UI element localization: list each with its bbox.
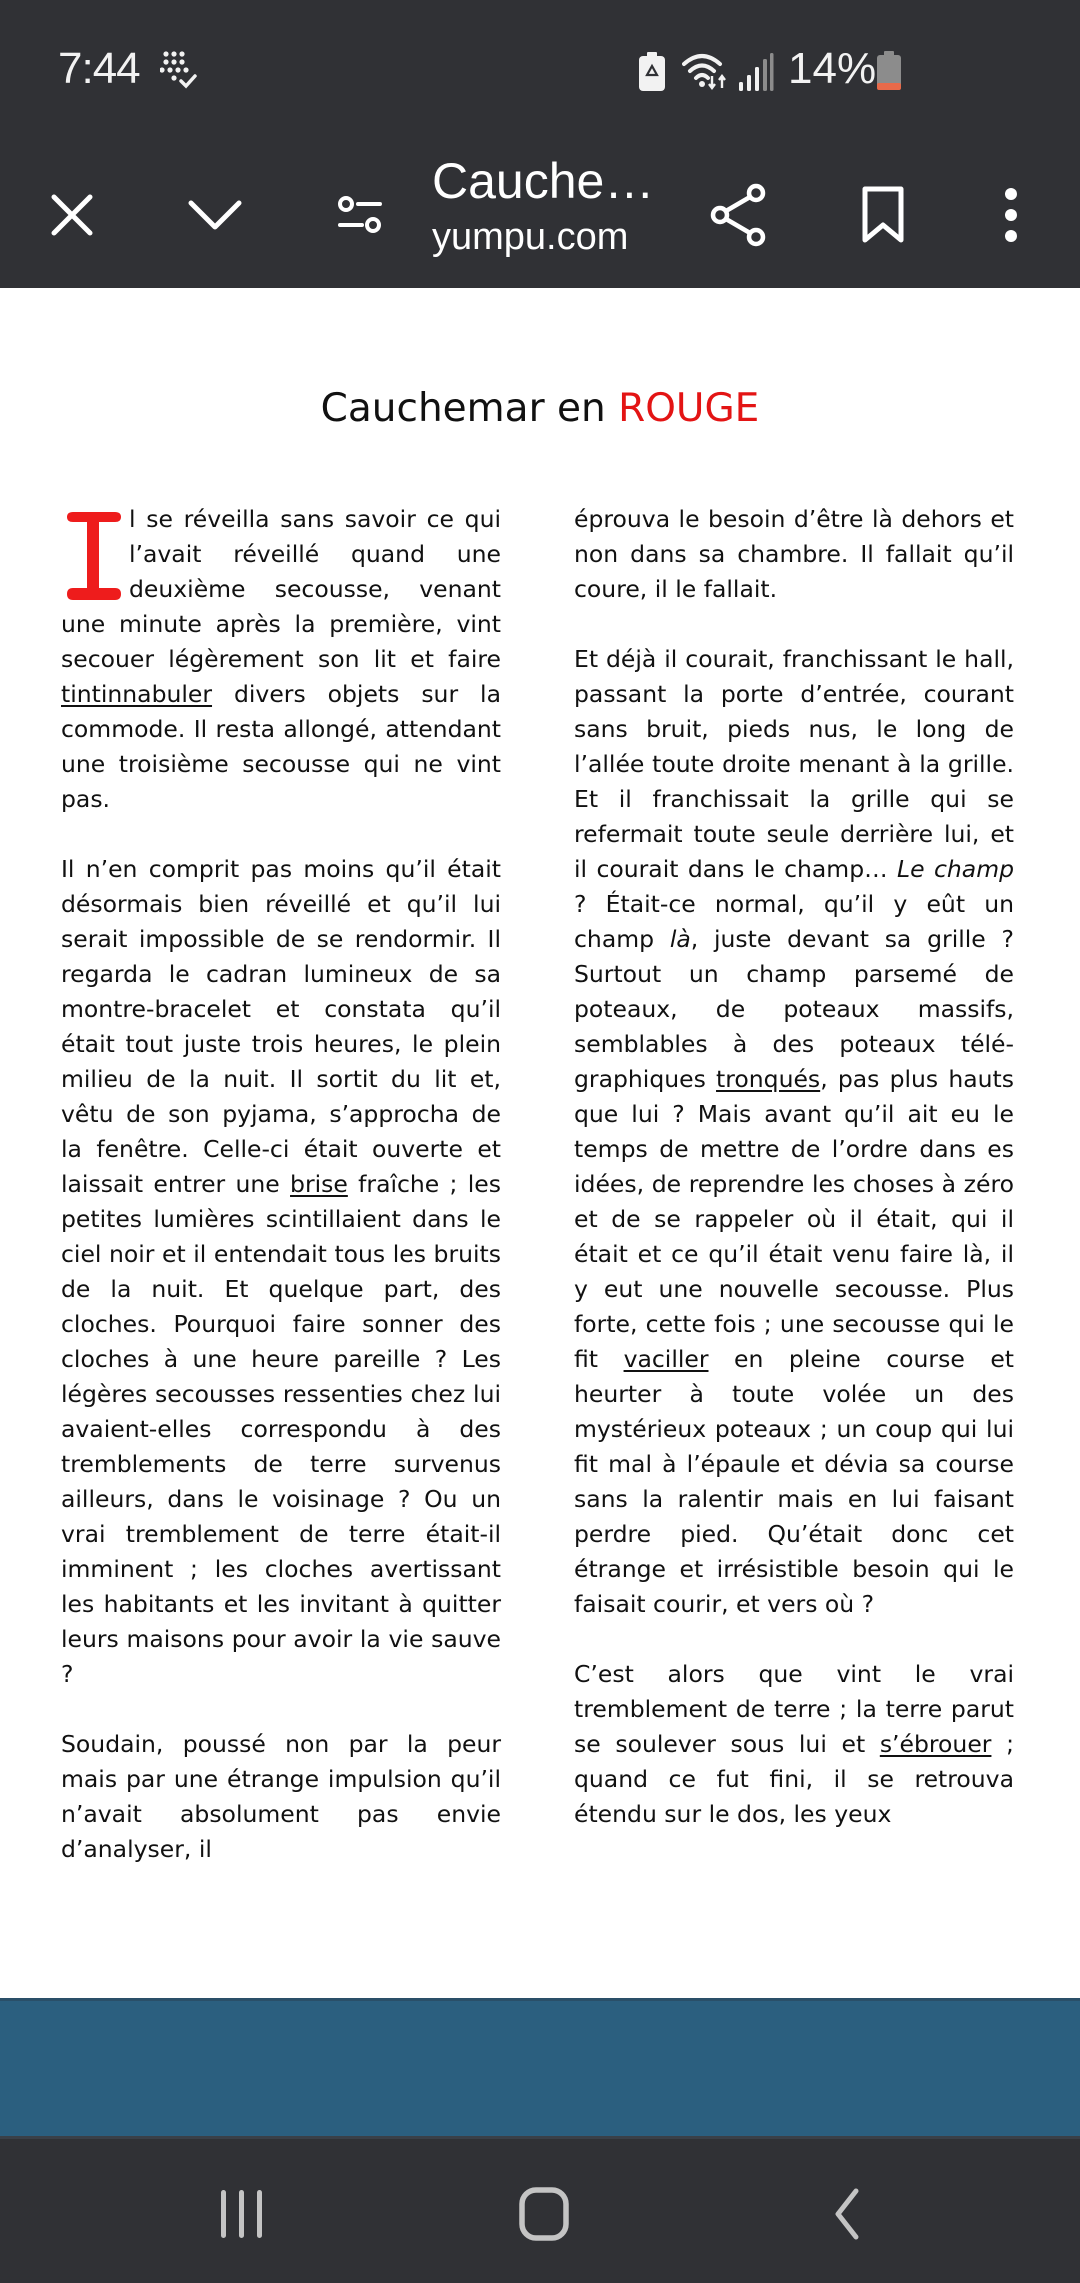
right-column — [574, 502, 1014, 1832]
more-options-button[interactable] — [966, 170, 1056, 260]
title-text: Cauchemar en — [320, 386, 619, 431]
bookmark-button[interactable] — [838, 170, 928, 260]
paragraph: Et déjà il courait, franchissant le hall, passant la porte d’entrée, courant sans bruit, pieds nus, le long de l’allée toute droite menant à la grille. Et il franchissait la grille qui se refermait toute seule derrière lui, et il courait dans le champ… Le champ ? Était-ce normal, qu’il y eût un champ là, juste devant sa grille ? Surtout un champ parsemé de poteaux, de poteaux massifs, semblables à des poteaux télé-graphiques tronqués, pas plus hauts que lui ? Mais avant qu’il ait eu le temps de mettre de l’ordre dans es idées, de reprendre les choses à zéro et de se rappeler où il était, qui il était et ce qu’il était venu faire là, il y eut une nouvelle secousse. Plus forte, cette fois ; une secousse qui le fit vaciller en pleine course et heurter à toute volée un des mystérieux poteaux ; un coup qui lui fit mal à l’épaule et dévia sa course sans la ralentir mais en lui faisant perdre pied. Qu’était donc cet étrange et irrésistible besoin qui le faisait courir, et vers où ? — [574, 645, 1015, 1618]
underlined-word: tronqués — [716, 1065, 821, 1093]
share-button[interactable] — [694, 170, 784, 260]
status-bar — [0, 0, 1080, 140]
home-button[interactable] — [484, 2169, 604, 2259]
home-icon — [517, 2186, 571, 2242]
chevron-down-icon — [187, 197, 243, 233]
left-column — [61, 502, 501, 1867]
system-nav-bar — [0, 2136, 1080, 2283]
site-settings-button[interactable] — [315, 170, 405, 260]
page-title: Cauche… — [432, 153, 655, 209]
more-vert-icon — [1001, 187, 1021, 243]
recents-icon — [217, 2188, 267, 2240]
close-tab-button[interactable] — [27, 170, 117, 260]
minimize-button[interactable] — [170, 170, 260, 260]
recents-button[interactable] — [182, 2169, 302, 2259]
viewer-footer-band — [0, 1998, 1080, 2139]
document-title — [0, 386, 1080, 431]
share-icon — [709, 183, 769, 247]
underlined-word: s’ébrouer — [879, 1730, 992, 1758]
underlined-word: tintinnabuler — [61, 680, 213, 708]
title-red-text: ROUGE — [618, 386, 760, 431]
paragraph: Soudain, poussé non par la peur mais par une étrange impulsion qu’il n’avait absolument pas envie d’analyser, il — [61, 1730, 501, 1863]
italic-text: là — [669, 925, 691, 953]
drop-cap-initial — [61, 508, 125, 606]
status-time: 7:44 — [58, 44, 140, 93]
battery-percent: 14% — [788, 44, 877, 93]
keypad-check-icon — [160, 50, 204, 99]
italic-text: Le champ — [897, 855, 1015, 883]
close-icon — [50, 193, 94, 237]
bookmark-icon — [859, 185, 907, 245]
underlined-word: brise — [290, 1170, 348, 1198]
sliders-icon — [336, 193, 384, 237]
paragraph: éprouva le besoin d’être là dehors et non dans sa chambre. Il fallait qu’il coure, il le fallait. — [574, 505, 1014, 603]
signal-icon — [738, 52, 774, 97]
paragraph: l se réveilla sans savoir ce qui l’avait réveillé quand une deuxième secousse, venant une minute après la première, vint secouer légèrement son lit et faire tintinnabuler divers objets sur la commode. Il resta allongé, attendant une troisième secousse qui ne vint pas. — [61, 505, 501, 813]
document-page — [0, 288, 1080, 1998]
battery-icon — [876, 51, 902, 96]
page-url: yumpu.com — [432, 216, 629, 258]
paragraph: Il n’en comprit pas moins qu’il était désormais bien réveillé et qu’il lui serait impossible de se rendormir. Il regarda le cadran lumineux de sa montre-bracelet et constata qu’il était tout juste trois heures, le plein milieu de la nuit. Il sortit du lit et, vêtu de son pyjama, s’approcha de la fenêtre. Celle-ci était ouverte et laissait entrer une brise fraîche ; les petites lumières scintillaient dans le ciel noir et il entendait tous les bruits de la nuit. Et quelque part, des cloches. Pourquoi faire sonner des cloches à une heure pareille ? Les légères secousses ressenties chez lui avaient-elles correspondu à des tremblements de terre survenus ailleurs, dans le voisinage ? Ou un vrai tremblement de terre était-il imminent ; les cloches avertissant les habitants et les invitant à quitter leurs maisons pour avoir la vie sauve ? — [61, 855, 501, 1688]
underlined-word: vaciller — [623, 1345, 709, 1373]
back-button[interactable] — [786, 2169, 906, 2259]
back-icon — [830, 2187, 862, 2241]
paragraph: C’est alors que vint le vrai tremblement de terre ; la terre parut se soulever sous lui et s’ébrouer ; quand ce fut fini, il se retrouva étendu sur le dos, les yeux — [574, 1660, 1014, 1828]
custom-tab-toolbar — [0, 140, 1080, 288]
battery-saver-icon — [638, 52, 666, 97]
wifi-icon — [682, 52, 732, 97]
